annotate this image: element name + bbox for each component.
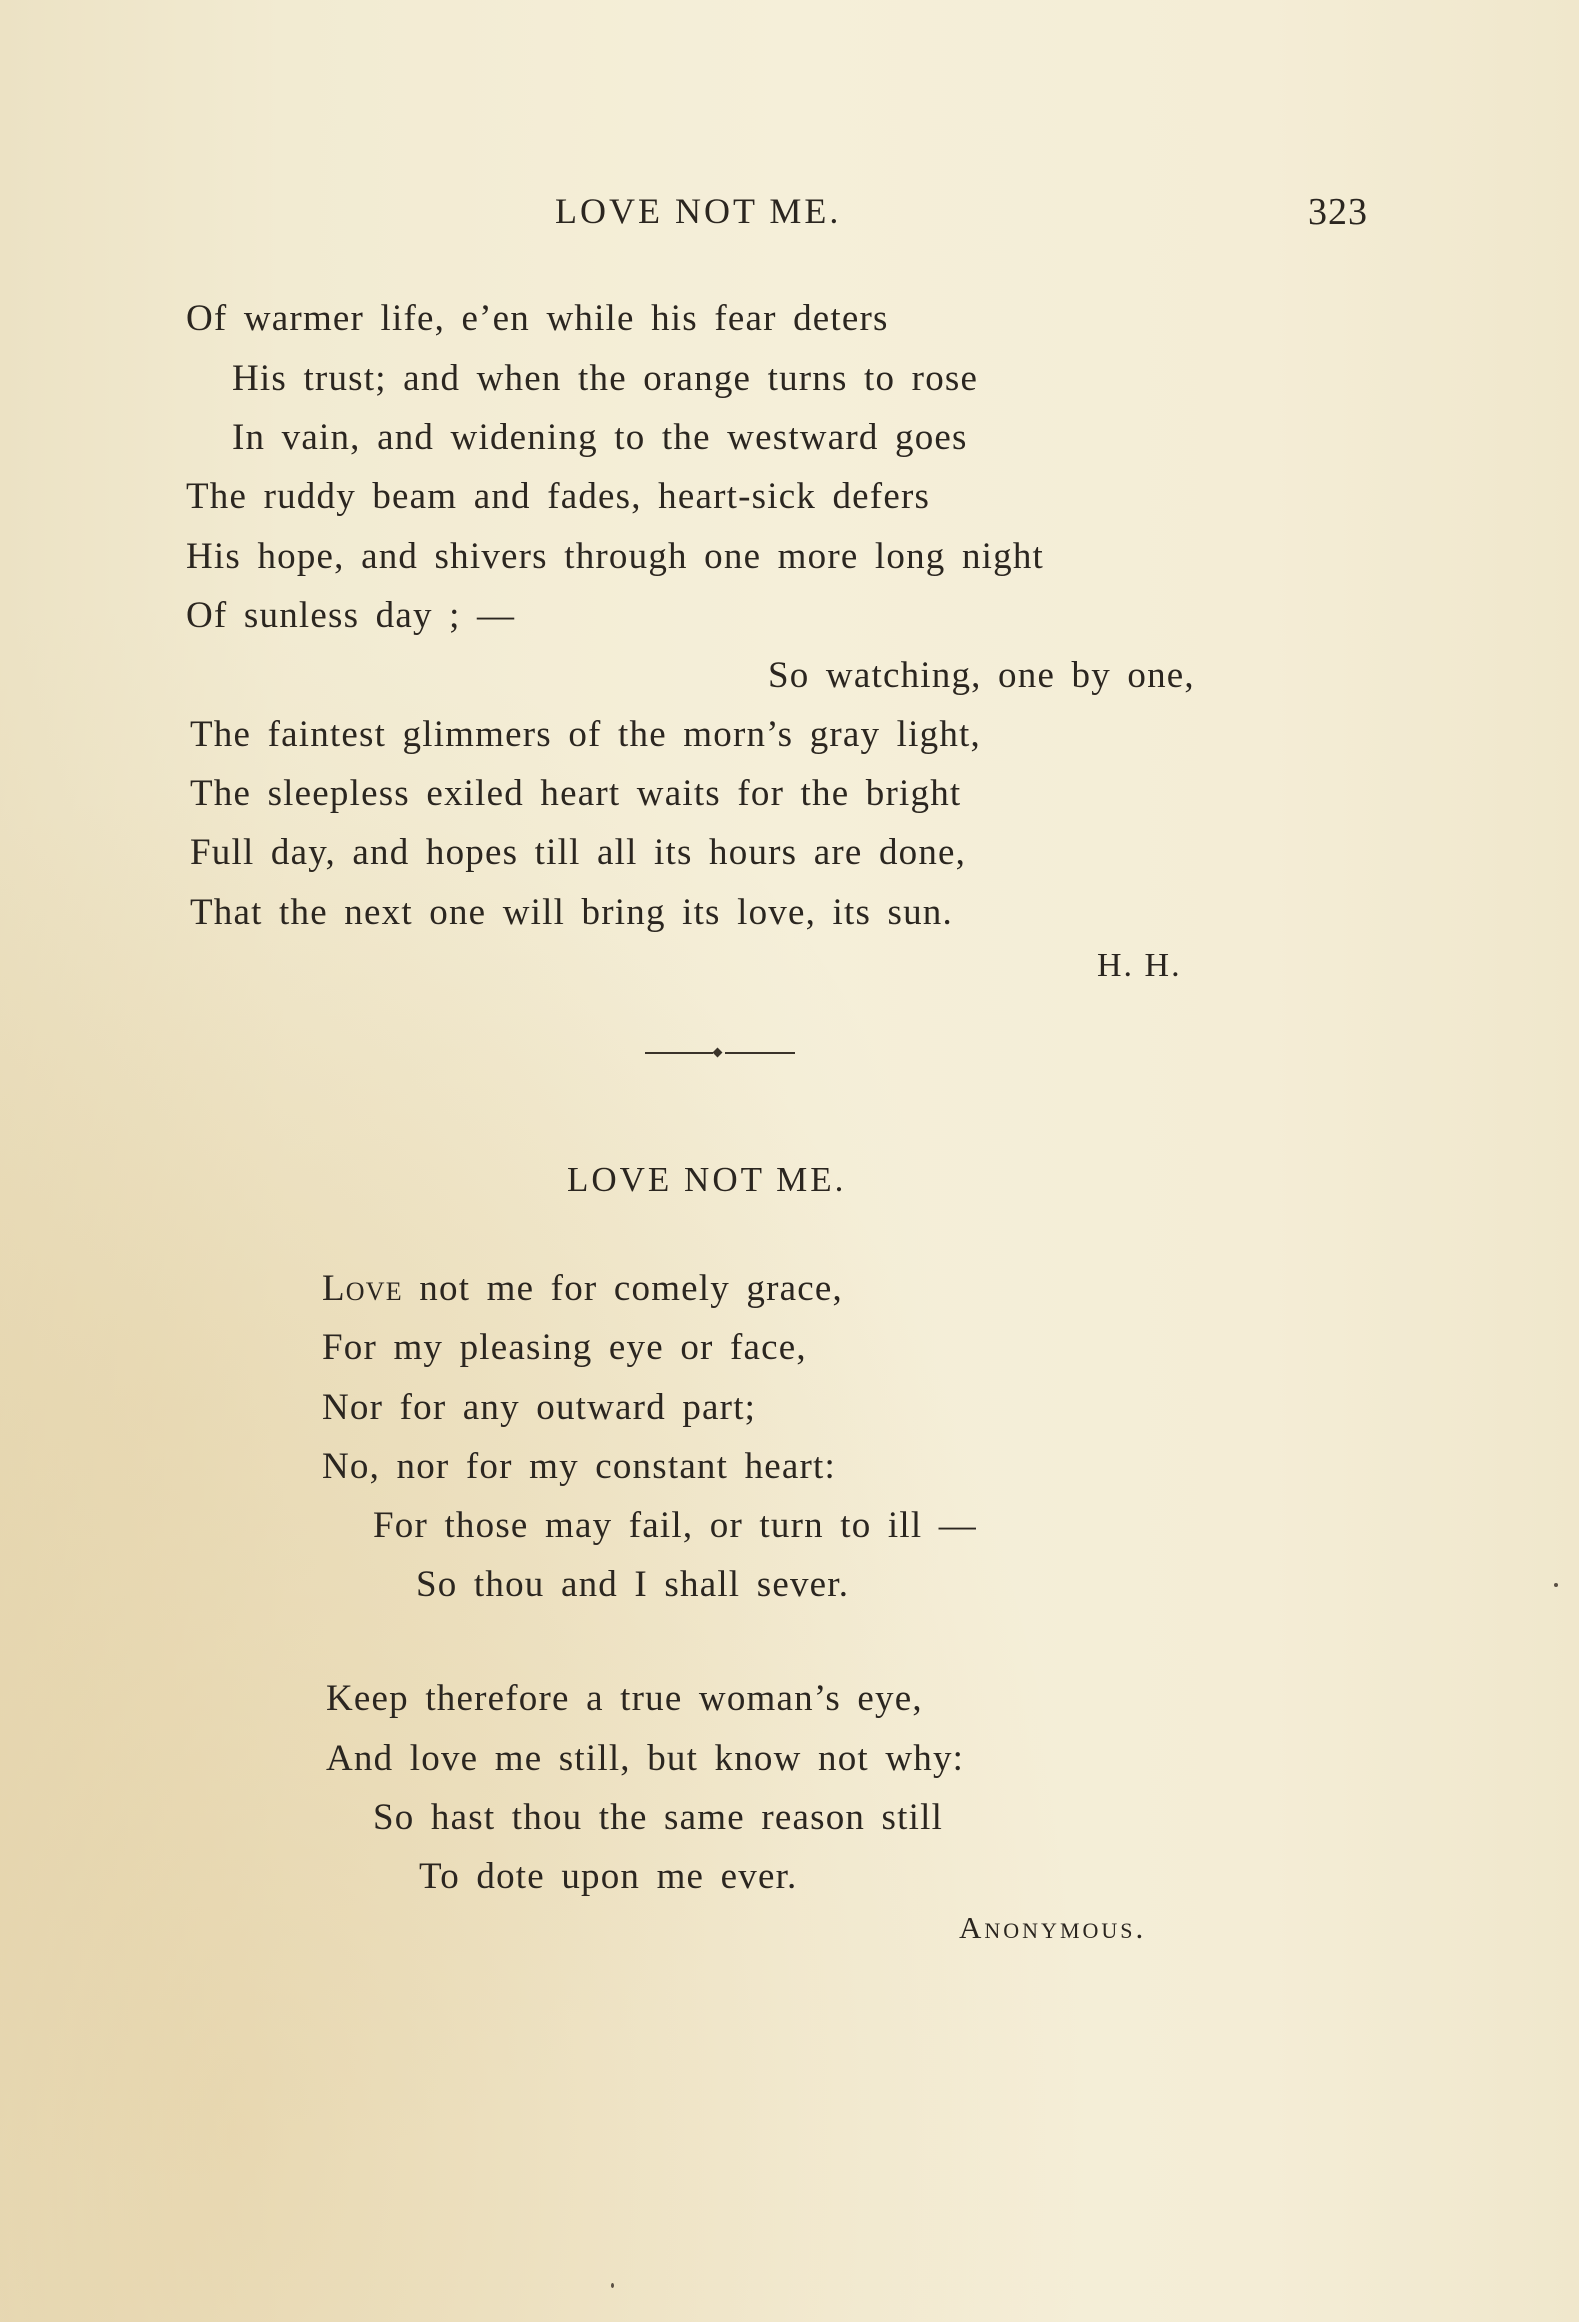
- poem-line: Keep therefore a true woman’s eye,: [326, 1678, 923, 1719]
- poem-line: Full day, and hopes till all its hours are done,: [190, 832, 967, 873]
- poem-title: LOVE NOT ME.: [567, 1160, 847, 1199]
- poem-author: H. H.: [1097, 947, 1182, 984]
- poem-line: And love me still, but know not why:: [326, 1738, 965, 1779]
- poem-line: So hast thou the same reason still: [373, 1797, 944, 1838]
- poem-line: The sleepless exiled heart waits for the bright: [190, 773, 962, 814]
- poem-line: [322, 1270, 843, 1307]
- poem-first-line-rest: not me for comely grace,: [402, 1268, 843, 1309]
- poem-line: Of sunless day ; —: [186, 595, 516, 636]
- poem-line: Nor for any outward part;: [322, 1387, 757, 1428]
- poem-line: In vain, and widening to the westward goes: [232, 417, 968, 458]
- poem-line: For those may fail, or turn to ill —: [373, 1505, 977, 1546]
- poem-line: The faintest glimmers of the morn’s gray light,: [190, 714, 981, 755]
- poem-line: For my pleasing eye or face,: [322, 1327, 807, 1368]
- page-number: 323: [1308, 191, 1368, 233]
- running-title: LOVE NOT ME.: [555, 191, 842, 231]
- poem-line: His hope, and shivers through one more long night: [186, 536, 1045, 577]
- poem-line: His trust; and when the orange turns to rose: [232, 358, 979, 399]
- poem-line: The ruddy beam and fades, heart-sick defers: [186, 476, 931, 517]
- paper-speck: [611, 2283, 614, 2288]
- poem-line: To dote upon me ever.: [419, 1856, 798, 1897]
- poem-line: So watching, one by one,: [768, 655, 1195, 696]
- poem-line: So thou and I shall sever.: [416, 1564, 850, 1605]
- running-head: [0, 190, 1579, 240]
- section-divider: [645, 1048, 795, 1058]
- poem-line: Of warmer life, e’en while his fear deters: [186, 298, 889, 339]
- poem-line: No, nor for my constant heart:: [322, 1446, 836, 1487]
- poem-line: That the next one will bring its love, its sun.: [190, 892, 953, 933]
- paper-speck: [1554, 1583, 1558, 1587]
- poem-author: Anonymous.: [959, 1910, 1147, 1945]
- poem-first-word: Love: [322, 1268, 403, 1309]
